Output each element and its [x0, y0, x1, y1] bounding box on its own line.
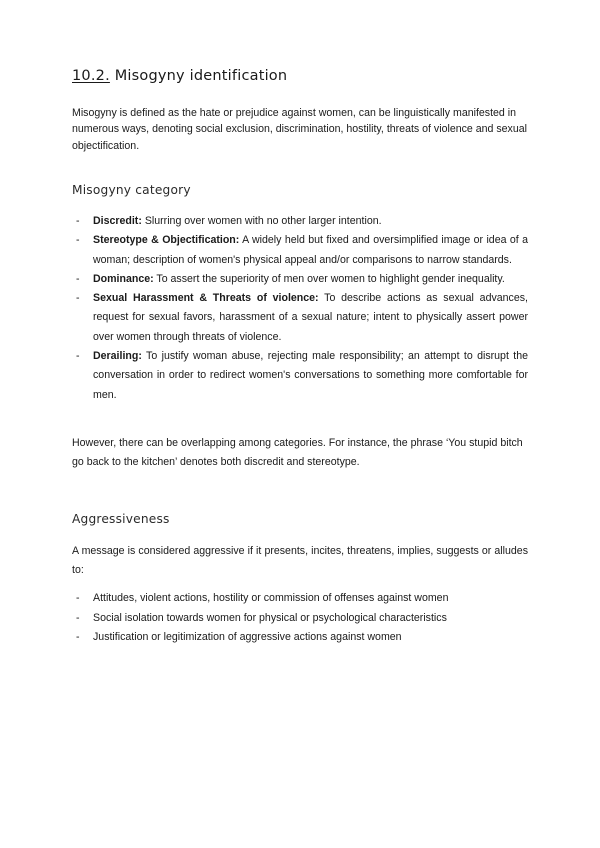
bullet-dash: - — [76, 292, 80, 305]
bullet-dash: - — [76, 215, 80, 227]
list-item — [72, 589, 528, 609]
list-item-discredit — [72, 212, 528, 231]
overlap-note-paragraph: However, there can be overlapping among categories. For instance, the phrase ‘You stupid bitch go back to the kitchen’ denotes both discredit and stereotype. — [72, 437, 523, 468]
bullet-dash: - — [76, 272, 80, 285]
bullet-dash: - — [76, 631, 80, 643]
aggressiveness-item-text: Social isolation towards women for physical or psychological characteristics — [93, 611, 447, 624]
category-term: Sexual Harassment & Threats of violence: — [93, 292, 319, 305]
intro-paragraph: Misogyny is defined as the hate or prejudice against women, can be linguistically manifested in numerous ways, denoting social exclusion, discrimination, hostility, threats of violence and sexual objectification. — [72, 107, 527, 152]
section-title-text: Misogyny identification — [114, 68, 288, 84]
section-number: 10.2. — [72, 68, 110, 84]
category-description: To describe actions as sexual advances, request for sexual favors, harassment of a sexual nature; intent to physically assert power over women through threats of violence. — [93, 292, 528, 343]
list-item — [72, 628, 528, 648]
list-item-stereotype — [72, 231, 528, 270]
category-term: Discredit: — [93, 215, 142, 227]
aggressiveness-heading: Aggressiveness — [72, 512, 170, 526]
aggressiveness-item-text: Attitudes, violent actions, hostility or commission of offenses against women — [93, 592, 449, 604]
category-term: Stereotype & Objectification: — [93, 234, 240, 247]
aggressiveness-definition: A message is considered aggressive if it presents, incites, threatens, implies, suggests or alludes to: — [72, 545, 528, 576]
list-item-dominance — [72, 270, 528, 289]
misogyny-category-list — [72, 212, 528, 405]
category-term: Dominance: — [93, 272, 154, 285]
aggressiveness-item-text: Justification or legitimization of aggressive actions against women — [93, 631, 402, 643]
category-description: A widely held but fixed and oversimplified image or idea of a woman; description of women's physical appeal and/or comparisons to narrow standards. — [93, 234, 528, 266]
category-description: Slurring over women with no other larger intention. — [144, 215, 382, 227]
bullet-dash: - — [76, 611, 80, 624]
category-description: To assert the superiority of men over women to highlight gender inequality. — [156, 272, 505, 285]
list-item-derailing — [72, 347, 528, 405]
list-item — [72, 609, 528, 629]
aggressiveness-list — [72, 589, 528, 648]
bullet-dash: - — [76, 592, 80, 604]
list-item-sexual-harassment — [72, 289, 528, 347]
category-description: To justify woman abuse, rejecting male responsibility; an attempt to disrupt the conversation in order to redirect women's conversations to something more comfortable for men. — [93, 350, 528, 401]
bullet-dash: - — [76, 350, 80, 363]
section-title — [72, 68, 287, 84]
bullet-dash: - — [76, 234, 80, 247]
category-term: Derailing: — [93, 350, 142, 363]
misogyny-category-heading: Misogyny category — [72, 183, 191, 197]
